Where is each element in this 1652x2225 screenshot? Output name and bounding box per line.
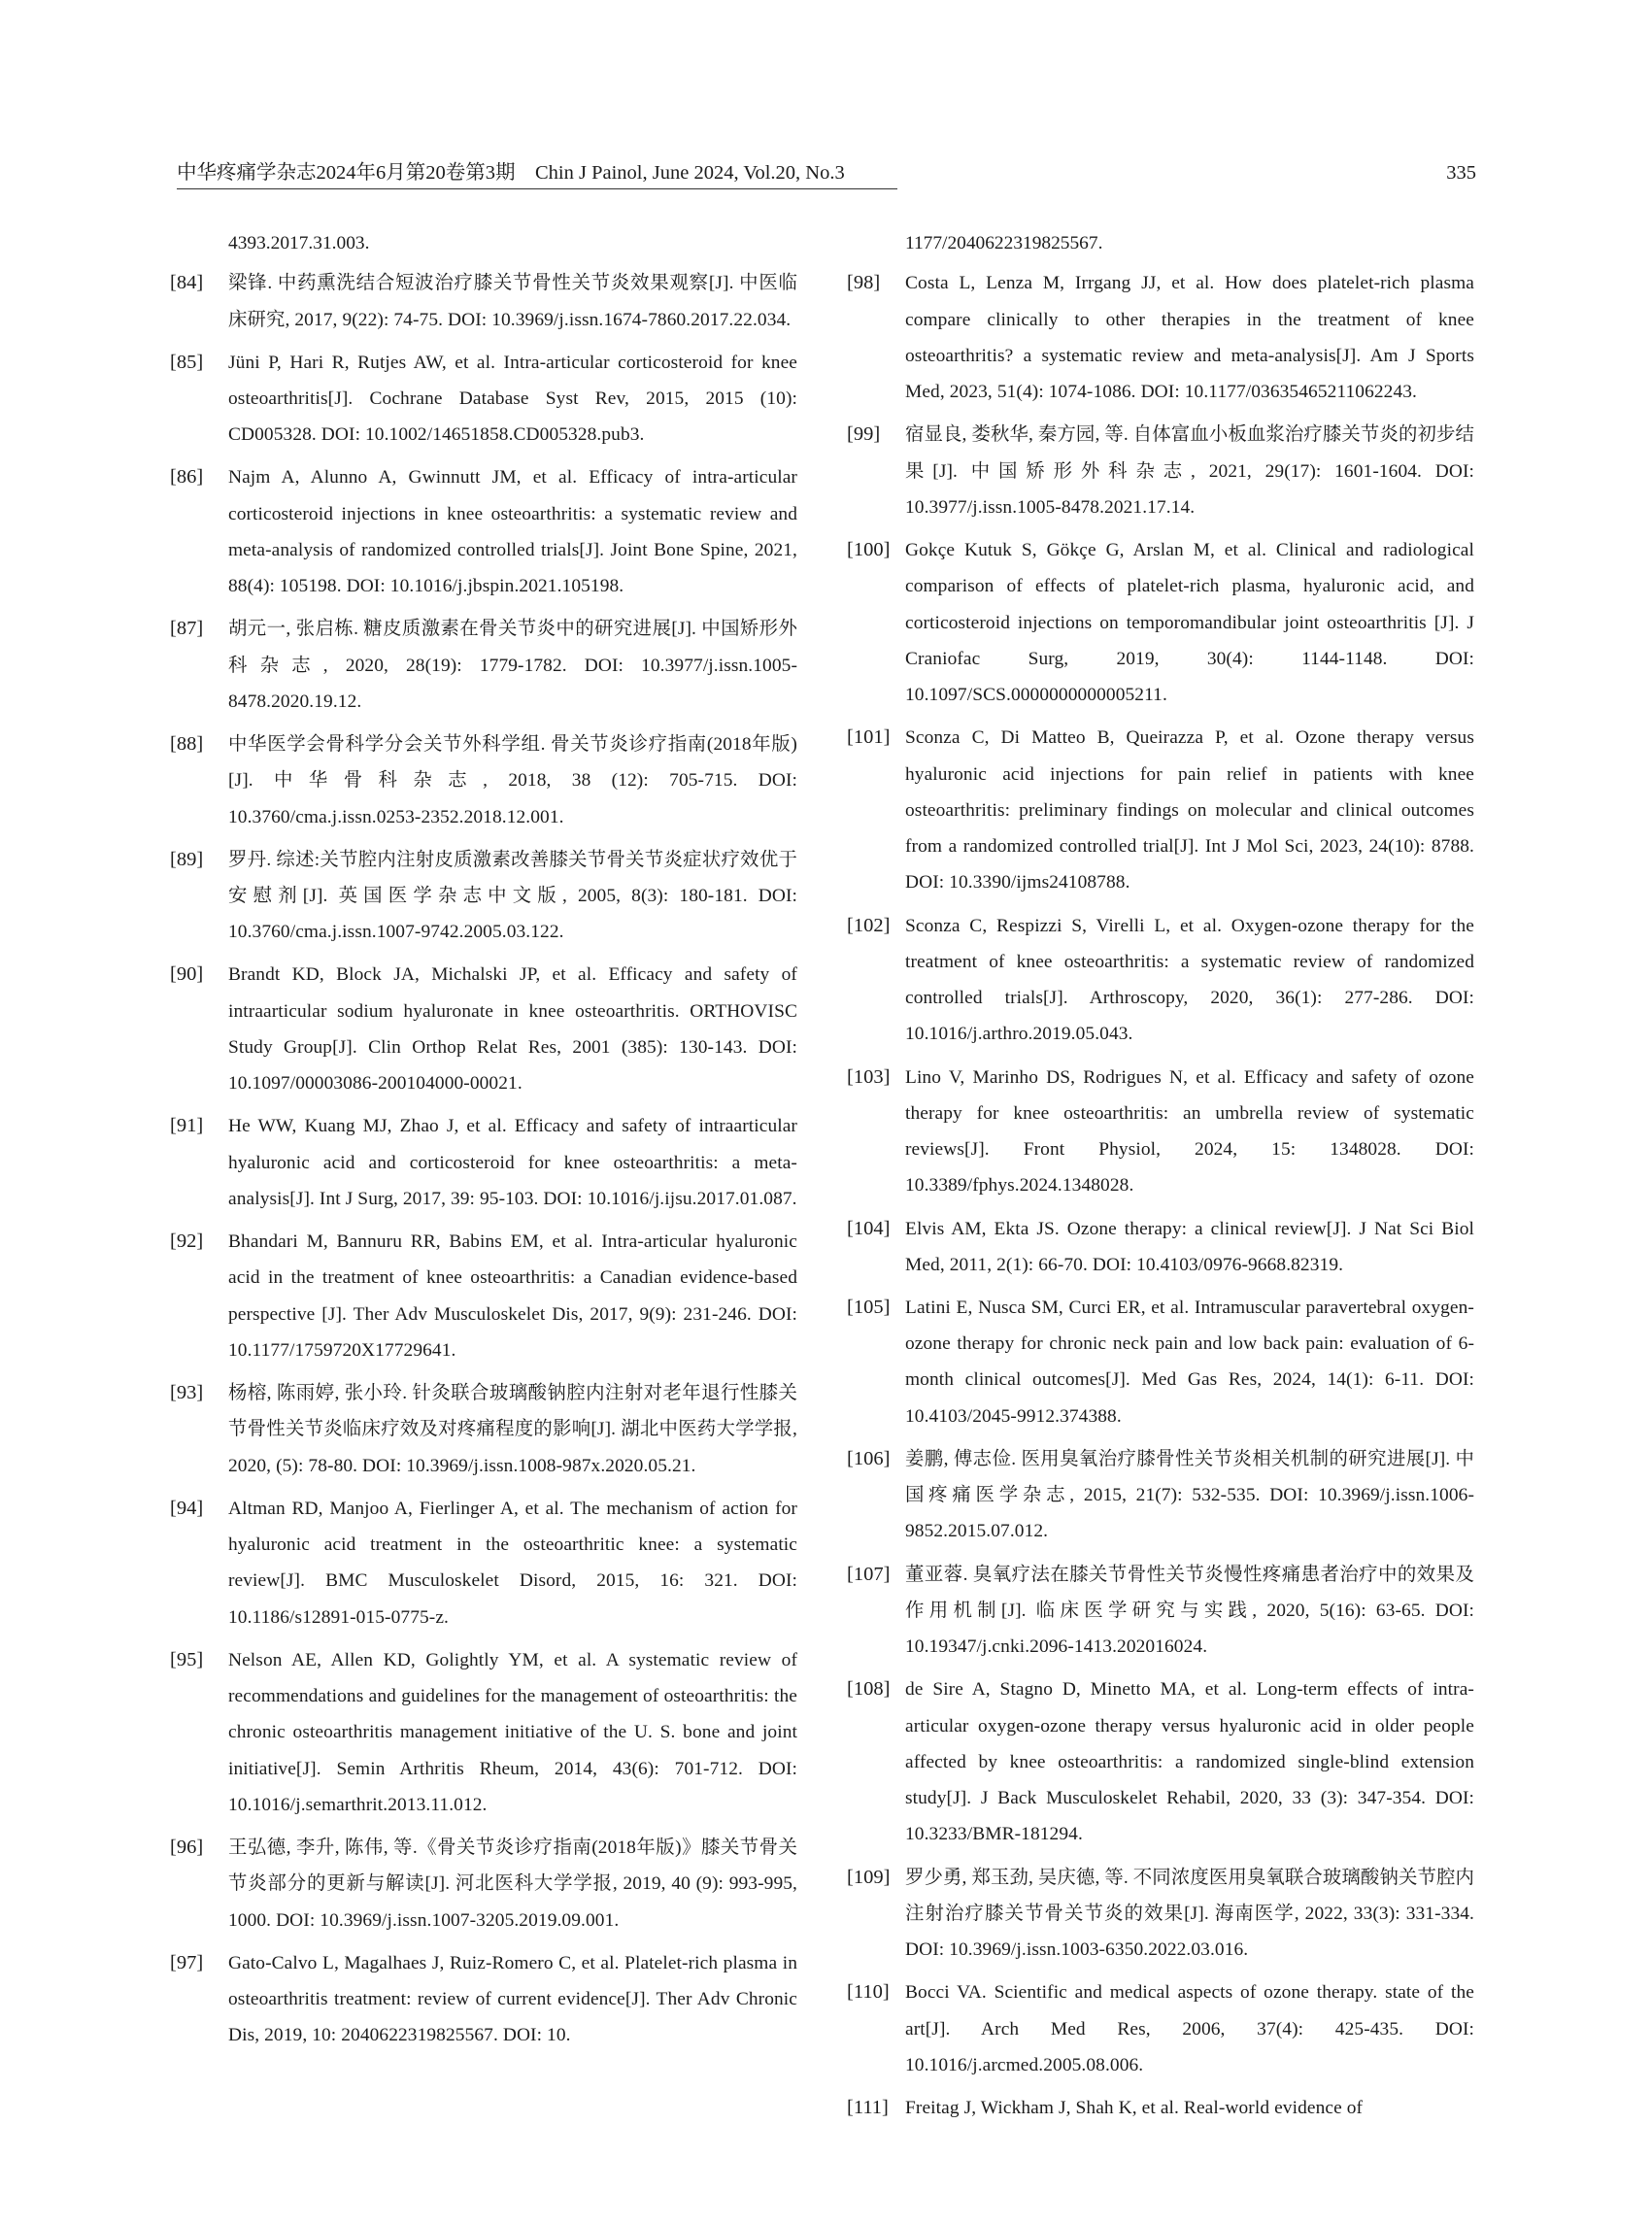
reference-number: [98] <box>847 272 881 294</box>
reference-number: [94] <box>170 1497 204 1519</box>
reference-text: Najm A, Alunno A, Gwinnutt JM, et al. Efficacy of intra-articular corticosteroid injections in knee osteoarthritis: a systematic review and meta-analysis of randomized controlled trials[J]. Joint Bone Spine, 2021, 88(4): 105198. DOI: 10.1016/j.jbspin.2021.105198. <box>228 467 797 597</box>
reference-number: [84] <box>170 272 204 294</box>
reference-number: [95] <box>170 1648 204 1670</box>
reference-number: [110] <box>847 1981 890 2004</box>
reference-number: [85] <box>170 351 204 373</box>
reference-number: [105] <box>847 1296 891 1318</box>
reference-number: [86] <box>170 466 204 489</box>
reference-number: [89] <box>170 848 204 870</box>
reference-item <box>170 842 797 951</box>
reference-item <box>847 265 1474 410</box>
reference-text: Gato-Calvo L, Magalhaes J, Ruiz-Romero C, et al. Platelet-rich plasma in osteoarthritis treatment: review of current evidence[J]. Ther Adv Chronic Dis, 2019, 10: 2040622319825567. DOI: 10. <box>228 1952 797 2046</box>
reference-text: Latini E, Nusca SM, Curci ER, et al. Intramuscular paravertebral oxygen-ozone therapy for chronic neck pain and low back pain: evaluation of 6-month clinical outcomes[J]. Med Gas Res, 2024, 14(1): 6-11. DOI: 10.4103/2045-9912.374388. <box>905 1297 1474 1427</box>
reference-number: [90] <box>170 963 204 986</box>
reference-text: Bocci VA. Scientific and medical aspects of ozone therapy. state of the art[J]. Arch Med Res, 2006, 37(4): 425-435. DOI: 10.1016/j.arcmed.2005.08.006. <box>905 1982 1474 2075</box>
reference-item <box>170 611 797 720</box>
reference-number: [100] <box>847 538 891 560</box>
reference-text: 罗丹. 综述:关节腔内注射皮质激素改善膝关节骨关节炎症状疗效优于安慰剂[J]. 英国医学杂志中文版, 2005, 8(3): 180-181. DOI: 10.3760/cma.j.issn.1007-9742.2005.03.122. <box>228 849 797 943</box>
reference-text: Altman RD, Manjoo A, Fierlinger A, et al. The mechanism of action for hyaluronic acid treatment in the osteoarthritic knee: a systematic review[J]. BMC Musculoskelet Disord, 2015, 16: 321. DOI: 10.1186/s12891-015-0775-z. <box>228 1498 797 1628</box>
reference-item <box>847 1211 1474 1284</box>
reference-item <box>847 1557 1474 1666</box>
reference-item <box>170 1830 797 1938</box>
reference-number: [88] <box>170 733 204 756</box>
reference-continuation: 4393.2017.31.003. <box>228 233 370 253</box>
reference-item <box>170 957 797 1101</box>
reference-item <box>170 265 797 338</box>
reference-item <box>170 459 797 604</box>
reference-text: 梁锋. 中药熏洗结合短波治疗膝关节骨性关节炎效果观察[J]. 中医临床研究, 2017, 9(22): 74-75. DOI: 10.3969/j.issn.1674-7860.2017.22.034. <box>228 273 797 330</box>
reference-item <box>170 1491 797 1635</box>
reference-text: Gokçe Kutuk S, Gökçe G, Arslan M, et al. Clinical and radiological comparison of effects of platelet-rich plasma, hyaluronic acid, and corticosteroid injections on temporomandibular joint osteoarthritis [J]. J Craniofac Surg, 2019, 30(4): 1144-1148. DOI: 10.1097/SCS.0000000000005211. <box>905 539 1474 706</box>
reference-text: He WW, Kuang MJ, Zhao J, et al. Efficacy and safety of intraarticular hyaluronic acid and corticosteroid for knee osteoarthritis: a meta-analysis[J]. Int J Surg, 2017, 39: 95-103. DOI: 10.1016/j.ijsu.2017.01.087. <box>228 1116 797 1209</box>
reference-text: Sconza C, Respizzi S, Virelli L, et al. Oxygen-ozone therapy for the treatment of knee osteoarthritis: a systematic review of randomized controlled trials[J]. Arthroscopy, 2020, 36(1): 277-286. DOI: 10.1016/j.arthro.2019.05.043. <box>905 915 1474 1045</box>
reference-text: Bhandari M, Bannuru RR, Babins EM, et al. Intra-articular hyaluronic acid in the treatment of knee osteoarthritis: a Canadian evidence-based perspective [J]. Ther Adv Musculoskelet Dis, 2017, 9(9): 231-246. DOI: 10.1177/1759720X17729641. <box>228 1231 797 1361</box>
reference-text: Brandt KD, Block JA, Michalski JP, et al. Efficacy and safety of intraarticular sodium hyaluronate in knee osteoarthritis. ORTHOVISC Study Group[J]. Clin Orthop Relat Res, 2001 (385): 130-143. DOI: 10.1097/00003086-200104000-00021. <box>228 964 797 1095</box>
reference-text: 杨榕, 陈雨婷, 张小玲. 针灸联合玻璃酸钠腔内注射对老年退行性膝关节骨性关节炎临床疗效及对疼痛程度的影响[J]. 湖北中医药大学学报, 2020, (5): 78-80. DOI: 10.3969/j.issn.1008-987x.2020.05.21. <box>228 1383 797 1476</box>
reference-text: Nelson AE, Allen KD, Golightly YM, et al. A systematic review of recommendations and guidelines for the management of osteoarthritis: the chronic osteoarthritis management initiative of the U. S. bone and joint initiative[J]. Semin Arthritis Rheum, 2014, 43(6): 701-712. DOI: 10.1016/j.semarthrit.2013.11.012. <box>228 1649 797 1815</box>
reference-text: Lino V, Marinho DS, Rodrigues N, et al. Efficacy and safety of ozone therapy for knee osteoarthritis: an umbrella review of systematic reviews[J]. Front Physiol, 2024, 15: 1348028. DOI: 10.3389/fphys.2024.1348028. <box>905 1066 1474 1197</box>
reference-number: [97] <box>170 1951 204 1973</box>
reference-number: [108] <box>847 1678 891 1701</box>
reference-item <box>847 720 1474 900</box>
reference-item <box>170 1224 797 1368</box>
reference-number: [99] <box>847 423 881 446</box>
reference-item <box>847 1974 1474 2083</box>
reference-item <box>170 1945 797 2054</box>
reference-item <box>170 726 797 835</box>
reference-number: [109] <box>847 1866 891 1888</box>
reference-text: 董亚蓉. 臭氧疗法在膝关节骨性关节炎慢性疼痛患者治疗中的效果及作用机制[J]. 临床医学研究与实践, 2020, 5(16): 63-65. DOI: 10.19347/j.cnki.2096-1413.202016024. <box>905 1564 1474 1658</box>
reference-number: [91] <box>170 1115 204 1137</box>
reference-item <box>847 532 1474 713</box>
reference-text: 宿显良, 娄秋华, 秦方园, 等. 自体富血小板血浆治疗膝关节炎的初步结果[J]. 中国矫形外科杂志, 2021, 29(17): 1601-1604. DOI: 10.3977/j.issn.1005-8478.2021.17.14. <box>905 424 1474 518</box>
reference-item <box>847 908 1474 1053</box>
reference-item <box>847 1441 1474 1550</box>
reference-text: 王弘德, 李升, 陈伟, 等.《骨关节炎诊疗指南(2018年版)》膝关节骨关节炎部分的更新与解读[J]. 河北医科大学学报, 2019, 40 (9): 993-995, 1000. DOI: 10.3969/j.issn.1007-3205.2019.09.001. <box>228 1837 797 1931</box>
reference-number: [102] <box>847 914 891 936</box>
reference-item <box>847 1060 1474 1204</box>
reference-text: 姜鹏, 傅志俭. 医用臭氧治疗膝骨性关节炎相关机制的研究进展[J]. 中国疼痛医学杂志, 2015, 21(7): 532-535. DOI: 10.3969/j.issn.1006-9852.2015.07.012. <box>905 1448 1474 1542</box>
page-number: 335 <box>1446 162 1476 184</box>
reference-item <box>170 1642 797 1823</box>
header-rule <box>177 188 897 189</box>
reference-item <box>847 417 1474 525</box>
reference-text: 罗少勇, 郑玉劲, 吴庆德, 等. 不同浓度医用臭氧联合玻璃酸钠关节腔内注射治疗膝关节骨关节炎的效果[J]. 海南医学, 2022, 33(3): 331-334. DOI: 10.3969/j.issn.1003-6350.2022.03.016. <box>905 1867 1474 1961</box>
reference-number: [92] <box>170 1230 204 1253</box>
reference-text: 胡元一, 张启栋. 糖皮质激素在骨关节炎中的研究进展[J]. 中国矫形外科杂志, 2020, 28(19): 1779-1782. DOI: 10.3977/j.issn.1005-8478.2020.19.12. <box>228 619 797 712</box>
reference-text: de Sire A, Stagno D, Minetto MA, et al. Long-term effects of intra-articular oxygen-ozone therapy versus hyaluronic acid in older people affected by knee osteoarthritis: a randomized single-blind extension study[J]. J Back Musculoskelet Rehabil, 2020, 33 (3): 347-354. DOI: 10.3233/BMR-181294. <box>905 1679 1474 1845</box>
running-head: 中华疼痛学杂志2024年6月第20卷第3期 Chin J Painol, June 2024, Vol.20, No.3 <box>177 162 845 184</box>
reference-item <box>170 1108 797 1217</box>
references-left-column <box>170 225 797 2060</box>
reference-item <box>847 2090 1474 2126</box>
reference-continuation: 1177/2040622319825567. <box>905 233 1103 253</box>
reference-item <box>847 1671 1474 1852</box>
reference-text: Elvis AM, Ekta JS. Ozone therapy: a clinical review[J]. J Nat Sci Biol Med, 2011, 2(1): 66-70. DOI: 10.4103/0976-9668.82319. <box>905 1218 1474 1275</box>
reference-item <box>847 1290 1474 1434</box>
reference-number: [87] <box>170 618 204 640</box>
reference-item <box>847 1860 1474 1969</box>
reference-text: Freitag J, Wickham J, Shah K, et al. Real-world evidence of <box>905 2097 1364 2118</box>
reference-number: [104] <box>847 1217 891 1239</box>
reference-item <box>170 1375 797 1484</box>
reference-text: Costa L, Lenza M, Irrgang JJ, et al. How does platelet-rich plasma compare clinically to other therapies in the treatment of knee osteoarthritis? a systematic review and meta-analysis[J]. Am J Sports Med, 2023, 51(4): 1074-1086. DOI: 10.1177/03635465211062243. <box>905 273 1474 403</box>
references-right-column <box>847 225 1474 2133</box>
reference-number: [111] <box>847 2096 889 2118</box>
reference-number: [101] <box>847 726 891 749</box>
reference-number: [103] <box>847 1065 891 1088</box>
reference-item <box>170 345 797 454</box>
reference-number: [96] <box>170 1837 204 1859</box>
reference-number: [106] <box>847 1447 891 1469</box>
reference-number: [107] <box>847 1563 891 1585</box>
reference-number: [93] <box>170 1382 204 1404</box>
reference-text: Jüni P, Hari R, Rutjes AW, et al. Intra-articular corticosteroid for knee osteoarthritis[J]. Cochrane Database Syst Rev, 2015, 2015 (10): CD005328. DOI: 10.1002/14651858.CD005328.pub3. <box>228 352 797 446</box>
reference-text: Sconza C, Di Matteo B, Queirazza P, et al. Ozone therapy versus hyaluronic acid injections for pain relief in patients with knee osteoarthritis: preliminary findings on molecular and clinical outcomes from a randomized controlled trial[J]. Int J Mol Sci, 2023, 24(10): 8788. DOI: 10.3390/ijms24108788. <box>905 727 1474 893</box>
reference-text: 中华医学会骨科学分会关节外科学组. 骨关节炎诊疗指南(2018年版)[J]. 中华骨科杂志, 2018, 38 (12): 705-715. DOI: 10.3760/cma.j.issn.0253-2352.2018.12.001. <box>228 734 797 827</box>
